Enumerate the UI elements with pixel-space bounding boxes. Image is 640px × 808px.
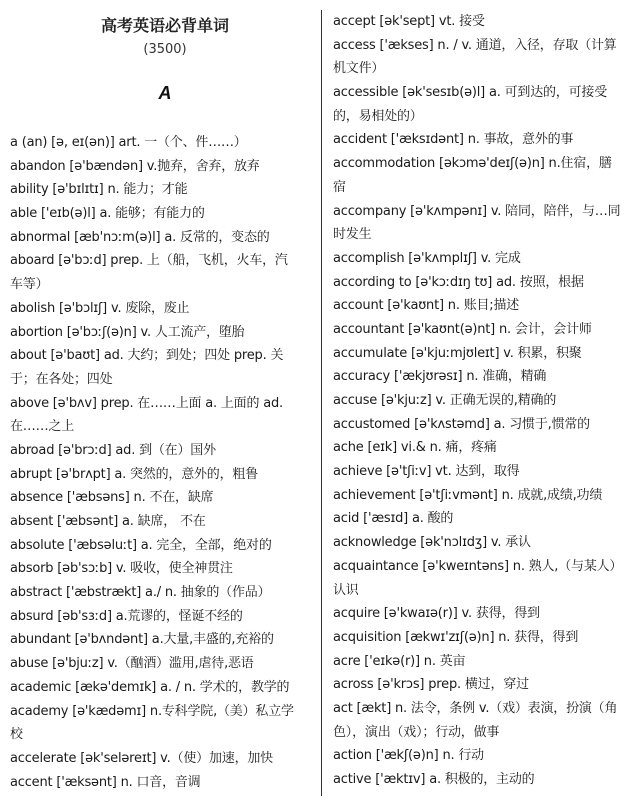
word-entry (10, 392, 322, 439)
word-entry (333, 697, 638, 744)
entry-text: active ['æktɪv] a. 积极的，主动的 (333, 772, 535, 787)
entry-text: abstract ['æbstrækt] a./ n. 抽象的（作品） (10, 585, 271, 601)
entry-continuation: 机文件） (333, 61, 385, 77)
column-divider (321, 10, 322, 796)
word-entry (333, 200, 638, 247)
entry-continuation: 宿 (333, 179, 346, 195)
word-entry (333, 507, 638, 531)
word-entry (333, 768, 638, 792)
word-entry (10, 131, 322, 155)
word-count: (3500) (143, 42, 187, 57)
entry-text: abnormal [æb'nɔːm(ə)l] a. 反常的，变态的 (10, 229, 270, 245)
entry-text: absent ['æbsənt] a. 缺席， 不在 (10, 514, 206, 529)
word-entry (333, 626, 638, 650)
word-entry (333, 318, 638, 342)
word-entry (10, 534, 322, 558)
word-entry (333, 271, 638, 295)
entry-text: accompany [ə'kʌmpənɪ] v. 陪同，陪伴，与…同 (333, 203, 621, 219)
entry-text: abrupt [ə'brʌpt] a. 突然的，意外的，粗鲁 (10, 466, 259, 482)
entry-text: acquaintance [ə'kweɪntəns] n. 熟人,（与某人） (333, 558, 623, 574)
word-entry (10, 652, 322, 676)
entry-continuation: 时发生 (333, 227, 372, 243)
entry-text: absorb [əb'sɔːb] v. 吸收，使全神贯注 (10, 561, 233, 577)
entry-continuation: 在……之上 (10, 419, 75, 435)
entry-continuation: 车等） (10, 277, 49, 293)
entry-text: accelerate [ək'seləreɪt] v.（使）加速，加快 (10, 750, 273, 766)
entry-text: abortion [ə'bɔːʃ(ə)n] v. 人工流产，堕胎 (10, 324, 245, 340)
word-entry (333, 152, 638, 199)
word-entry (333, 342, 638, 366)
word-entry (333, 10, 638, 34)
entry-text: absurd [əb'sɜːd] a.荒谬的，怪诞不经的 (10, 608, 243, 624)
word-entry (10, 202, 322, 226)
word-entry (333, 484, 638, 508)
entry-text: across [ə'krɔs] prep. 横过，穿过 (333, 677, 529, 693)
word-entry (10, 178, 322, 202)
word-entry (10, 510, 322, 534)
entry-text: acid ['æsɪd] a. 酸的 (333, 511, 454, 527)
left-word-list (10, 131, 322, 794)
word-entry (10, 581, 322, 605)
word-entry (10, 155, 322, 179)
entry-text: academy [ə'kædəmɪ] n.专科学院,（美）私立学 (10, 703, 294, 719)
entry-text: accommodation [əkɔmə'deɪʃ(ə)n] n.住宿，膳 (333, 156, 612, 172)
entry-text: accomplish [ə'kʌmplɪʃ] v. 完成 (333, 250, 521, 266)
entry-text: absence ['æbsəns] n. 不在，缺席 (10, 490, 214, 506)
entry-text: acquire [ə'kwaɪə(r)] v. 获得，得到 (333, 606, 540, 622)
word-entry (10, 676, 322, 700)
word-entry (10, 249, 322, 296)
word-entry (333, 81, 638, 128)
word-entry (10, 700, 322, 747)
entry-text: academic [ækə'demɪk] a. / n. 学术的，教学的 (10, 679, 290, 695)
entry-continuation: 色），演出（戏）；行动，做事 (333, 724, 500, 740)
entry-continuation: 的，易相处的） (333, 108, 423, 124)
word-entry (10, 557, 322, 581)
entry-text: acquisition [ækwɪ'zɪʃ(ə)n] n. 获得，得到 (333, 629, 579, 645)
word-entry (333, 602, 638, 626)
entry-text: achievement [ə'tʃiːvmənt] n. 成就,成绩,功绩 (333, 487, 603, 503)
entry-text: accumulate [ə'kjuːmjʊleɪt] v. 积累，积聚 (333, 345, 582, 361)
entry-text: accuse [ə'kjuːz] v. 正确无误的,精确的 (333, 393, 557, 408)
word-entry (333, 555, 638, 602)
word-entry (333, 744, 638, 768)
entry-continuation: 校 (10, 727, 23, 743)
entry-continuation: 于；在各处；四处 (10, 371, 113, 387)
entry-text: acre ['eɪkə(r)] n. 英亩 (333, 653, 466, 669)
word-entry (333, 460, 638, 484)
word-entry (333, 531, 638, 555)
word-entry (333, 673, 638, 697)
word-entry (10, 439, 322, 463)
word-entry (10, 486, 322, 510)
word-entry (10, 297, 322, 321)
entry-text: able ['eɪb(ə)l] a. 能够；有能力的 (10, 206, 205, 222)
word-entry (333, 650, 638, 674)
word-entry (10, 628, 322, 652)
word-entry (333, 128, 638, 152)
entry-text: achieve [ə'tʃiːv] vt. 达到，取得 (333, 464, 520, 480)
entry-text: accident ['æksɪdənt] n. 事故，意外的事 (333, 132, 574, 148)
word-entry (10, 747, 322, 771)
entry-text: acknowledge [ək'nɔlɪdʒ] v. 承认 (333, 535, 531, 551)
word-entry (10, 344, 322, 391)
word-entry (10, 226, 322, 250)
entry-text: abroad [ə'brɔːd] ad. 到（在）国外 (10, 442, 216, 458)
entry-text: aboard [ə'bɔːd] prep. 上（船，飞机，火车，汽 (10, 253, 288, 269)
entry-text: account [ə'kaʊnt] n. 账目;描述 (333, 298, 520, 314)
entry-text: accuracy ['ækjʊrəsɪ] n. 准确，精确 (333, 369, 547, 385)
word-entry (333, 413, 638, 437)
entry-text: absolute ['æbsəluːt] a. 完全，全部，绝对的 (10, 537, 272, 553)
word-entry (333, 436, 638, 460)
entry-text: accountant [ə'kaʊnt(ə)nt] n. 会计，会计师 (333, 321, 592, 337)
word-entry (10, 605, 322, 629)
word-entry (10, 771, 322, 795)
entry-text: act [ækt] n. 法令，条例 v.（戏）表演，扮演（角 (333, 700, 618, 716)
entry-text: access ['ækses] n. / v. 通道，入径，存取（计算 (333, 37, 617, 53)
entry-text: action ['ækʃ(ə)n] n. 行动 (333, 748, 484, 764)
page-title: 高考英语必背单词 (100, 16, 229, 35)
entry-text: a (an) [ə, eɪ(ən)] art. 一（个、件……） (10, 135, 247, 150)
right-word-list (333, 10, 638, 792)
entry-text: abandon [ə'bændən] v.抛弃，舍弃，放弃 (10, 158, 260, 174)
entry-text: accustomed [ə'kʌstəmd] a. 习惯于,惯常的 (333, 416, 590, 432)
entry-text: abuse [ə'bjuːz] v.（酗酒）滥用,虐待,恶语 (10, 656, 254, 672)
section-letter: A (158, 83, 172, 103)
word-entry (333, 34, 638, 81)
word-entry (10, 463, 322, 487)
word-entry (333, 294, 638, 318)
entry-text: about [ə'baʊt] ad. 大约；到处；四处 prep. 关 (10, 348, 284, 364)
word-entry (10, 321, 322, 345)
entry-continuation: 认识 (333, 582, 359, 598)
entry-text: accept [ək'sept] vt. 接受 (333, 14, 485, 29)
entry-text: ache [eɪk] vi.& n. 痛，疼痛 (333, 440, 497, 456)
word-entry (333, 365, 638, 389)
entry-text: accent ['æksənt] n. 口音，音调 (10, 774, 201, 790)
entry-text: above [ə'bʌv] prep. 在……上面 a. 上面的 ad. (10, 395, 283, 411)
entry-text: abolish [ə'bɔlɪʃ] v. 废除，废止 (10, 300, 190, 316)
word-entry (333, 389, 638, 413)
entry-text: accessible [ək'sesɪb(ə)l] a. 可到达的，可接受 (333, 85, 607, 101)
word-entry (333, 247, 638, 271)
entry-text: according to [ə'kɔːdɪŋ tʊ] ad. 按照，根据 (333, 274, 584, 290)
entry-text: abundant [ə'bʌndənt] a.大量,丰盛的,充裕的 (10, 632, 274, 648)
entry-text: ability [ə'bɪlɪtɪ] n. 能力；才能 (10, 182, 188, 198)
